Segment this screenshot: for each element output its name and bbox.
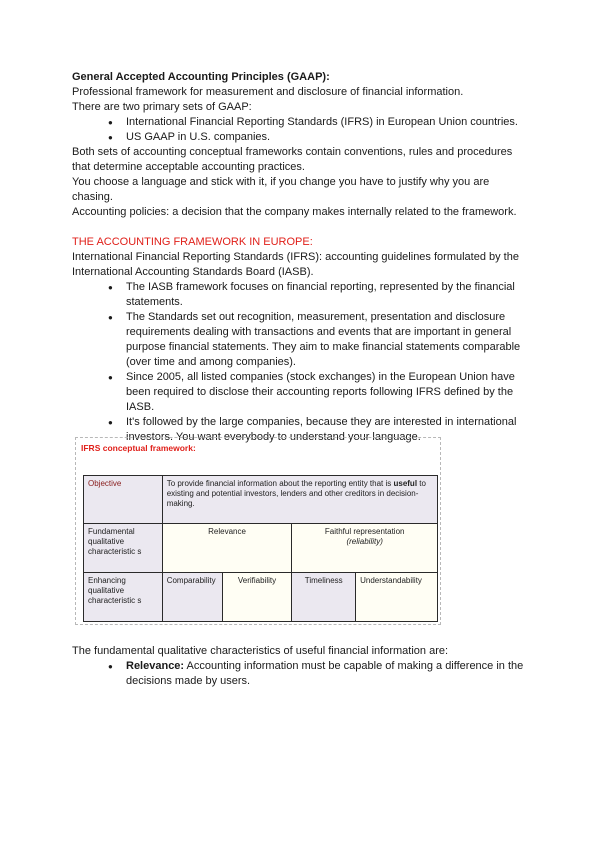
frameworks-paragraph: Both sets of accounting conceptual frameworks contain conventions, rules and procedures that determine acceptable accounting practices. (72, 146, 513, 173)
list-item: ● Relevance: Accounting information must be capable of making a difference in the decisions made by users. (72, 659, 532, 689)
gaap-sets-list (72, 115, 532, 145)
ifrs-framework-figure (75, 437, 441, 625)
gaap-heading: General Accepted Accounting Principles (GAAP): (72, 71, 330, 83)
language-paragraph: You choose a language and stick with it, if you change you have to justify why you are chasing. (72, 176, 490, 203)
fundamental-list (72, 659, 532, 689)
fundamental-intro: The fundamental qualitative characteristics of useful financial information are: (72, 645, 449, 657)
list-item: ● US GAAP in U.S. companies. (72, 130, 532, 145)
objective-text: To provide financial information about the reporting entity that is useful to existing and potential investors, lenders and other creditors in decision-making. (162, 476, 437, 524)
gaap-definition: Professional framework for measurement and disclosure of financial information. (72, 86, 464, 98)
ifrs-list (72, 280, 532, 445)
table-row (84, 573, 438, 622)
europe-heading: THE ACCOUNTING FRAMEWORK IN EUROPE: (72, 236, 313, 248)
list-item: ● The IASB framework focuses on financial reporting, represented by the financial statements. (72, 280, 532, 310)
fundamental-label: Fundamental qualitative characteristic s (84, 524, 163, 573)
ifrs-intro: International Financial Reporting Standards (IFRS): accounting guidelines formulated by the International Accounting Standards Board (IASB). (72, 251, 519, 278)
comparability-cell: Comparability (162, 573, 222, 622)
enhancing-label: Enhancing qualitative characteristic s (84, 573, 163, 622)
understandability-cell: Understandability (356, 573, 438, 622)
figure-title: IFRS conceptual framework: (81, 443, 196, 453)
gaap-sets-intro: There are two primary sets of GAAP: (72, 101, 252, 113)
policies-paragraph: Accounting policies: a decision that the company makes internally related to the framework. (72, 206, 517, 218)
relevance-cell: Relevance (162, 524, 292, 573)
list-item: ● It's followed by the large companies, because they are interested in international investors. You want everybody to understand your language. (72, 415, 532, 445)
faithful-representation-cell: Faithful representation (reliability) (292, 524, 438, 573)
list-item: ● Since 2005, all listed companies (stock exchanges) in the European Union have been required to disclose their accounting reports following IFRS defined by the IASB. (72, 370, 532, 415)
table-row (84, 476, 438, 524)
list-item: ● The Standards set out recognition, measurement, presentation and disclosure requirements dealing with transactions and events that are important in general purpose financial statements. They aim to make financial statements comparable (over time and among companies). (72, 310, 532, 370)
list-item: ● International Financial Reporting Standards (IFRS) in European Union countries. (72, 115, 532, 130)
document-body (72, 70, 532, 445)
verifiability-cell: Verifiability (222, 573, 292, 622)
timeliness-cell: Timeliness (292, 573, 356, 622)
objective-label: Objective (84, 476, 163, 524)
fundamental-section (72, 644, 532, 689)
table-row (84, 524, 438, 573)
ifrs-framework-table (83, 475, 438, 622)
